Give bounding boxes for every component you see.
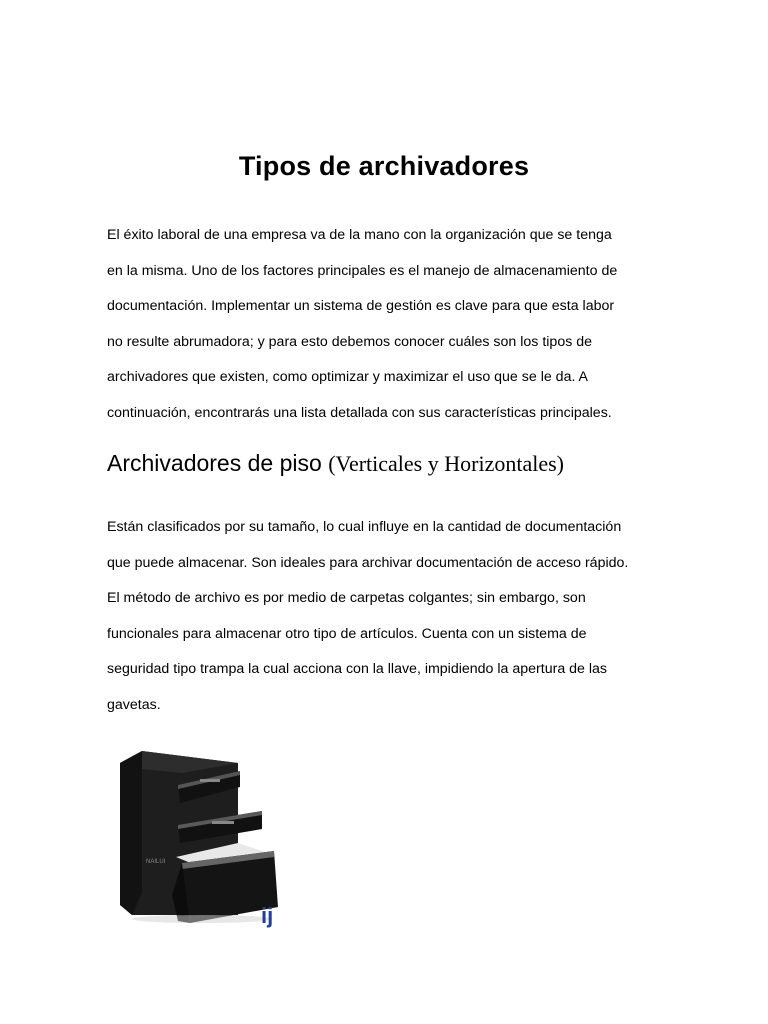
text-line: funcionales para almacenar otro tipo de artículos. Cuenta con un sistema de (107, 625, 587, 642)
filing-cabinet-illustration (112, 745, 292, 927)
section-heading (107, 450, 564, 477)
section-heading-paren: (Verticales y Horizontales) (328, 451, 564, 476)
text-line: El éxito laboral de una empresa va de la mano con la organización que se tenga (107, 227, 612, 243)
brand-logo-icon (259, 901, 285, 931)
text-line: El método de archivo es por medio de carpetas colgantes; sin embargo, son (107, 590, 586, 607)
text-line: archivadores que existen, como optimizar y maximizar el uso que se le da. A (107, 369, 589, 386)
text-line: continuación, encontrarás una lista detallada con sus características principales. (107, 404, 612, 421)
page-title: Tipos de archivadores (238, 151, 530, 181)
text-line: gavetas. (107, 696, 161, 713)
section-heading-main: Archivadores de piso (107, 450, 329, 476)
text-line: seguridad tipo trampa la cual acciona con la llave, impidiendo la apertura de las (107, 661, 608, 678)
brand-logo-text: ij (261, 903, 274, 928)
text-line: Están clasificados por su tamaño, lo cual influye en la cantidad de documentación (107, 519, 622, 535)
filing-cabinet-image (112, 745, 292, 927)
intro-paragraph (107, 218, 687, 432)
section-paragraph (107, 510, 687, 724)
text-line: que puede almacenar. Son ideales para archivar documentación de acceso rápido. (107, 554, 629, 571)
text-line: en la misma. Uno de los factores principales es el manejo de almacenamiento de (107, 262, 618, 279)
text-line: documentación. Implementar un sistema de gestión es clave para que esta labor (107, 298, 615, 315)
image-watermark: NAILUI (146, 859, 166, 865)
text-line: no resulte abrumadora; y para esto debemos conocer cuáles son los tipos de (107, 333, 593, 350)
